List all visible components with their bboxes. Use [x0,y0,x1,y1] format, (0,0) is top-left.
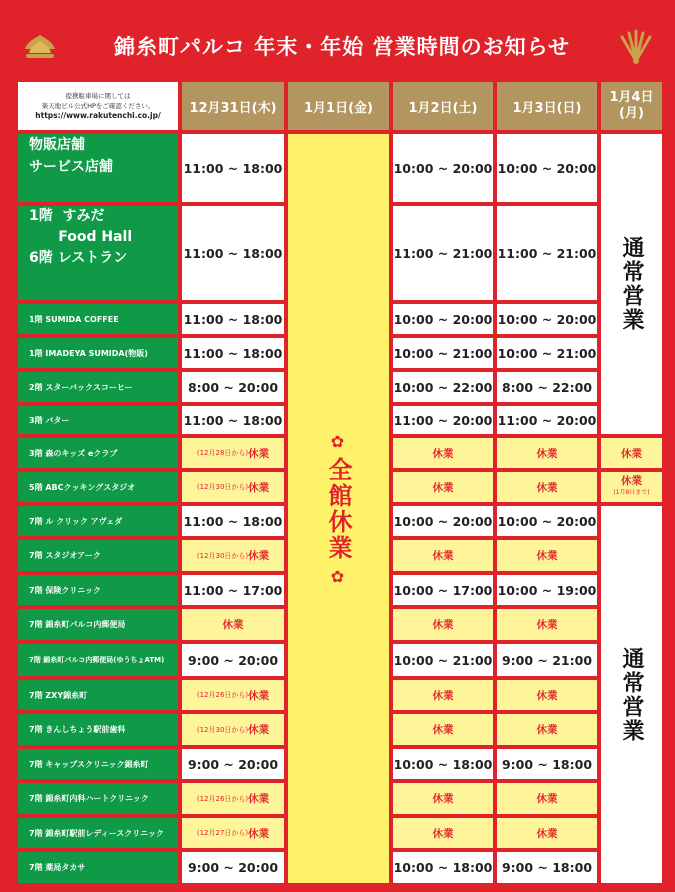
closed-cell: (12月30日から) 休業 [182,540,284,571]
closed-cell: 休業 [393,609,493,640]
hours-cell: 8:00 ~ 22:00 [497,372,597,402]
row-label: 7階 錦糸町内科ハートクリニック [18,783,178,814]
closed-cell: (12月30日から) 休業 [182,472,284,502]
hours-table [10,78,665,886]
jan1-closed-column [288,134,389,883]
row-label: 7階 きんしちょう駅前歯科 [18,714,178,745]
hours-cell: 9:00 ~ 20:00 [182,644,284,676]
day-header-jan3: 1月3日(日) [497,82,597,130]
closed-cell: (12月27日から) 休業 [182,818,284,848]
hours-cell: 11:00 ~ 18:00 [182,206,284,300]
closed-cell: 休業 [497,438,597,468]
closed-cell: 休業 [497,472,597,502]
closed-cell: 休業 [182,609,284,640]
closed-cell: 休業 [601,438,662,468]
row-label: 7階 錦糸町パルコ内郵便局 [18,609,178,640]
hours-cell: 11:00 ~ 18:00 [182,338,284,368]
closed-cell: 休業 [393,714,493,745]
closed-cell: (12月26日から) 休業 [182,680,284,710]
hours-cell: 11:00 ~ 20:00 [393,406,493,434]
note-line2: 楽天地ビル公式HPをご確認ください。 [41,102,155,110]
row-label: 1階 IMADEYA SUMIDA(物販) [18,338,178,368]
day-header-jan4-date: 1月4日 [609,90,654,105]
hours-cell: 8:00 ~ 20:00 [182,372,284,402]
hours-cell: 10:00 ~ 20:00 [393,304,493,334]
normal-hours-label: 通常営業 [619,236,644,332]
day-header-jan4-weekday: (月) [619,106,644,121]
hours-cell: 11:00 ~ 17:00 [182,575,284,605]
parking-note [18,82,178,130]
header-bar [10,16,665,78]
row-label: 7階 保険クリニック [18,575,178,605]
jan1-closed-label: 全館休業 [324,456,352,561]
flower-icon: ✿ [330,431,347,451]
note-line1: 提携駐車場に関しては [65,92,131,100]
closed-cell: (12月28日から) 休業 [182,438,284,468]
hours-cell: 10:00 ~ 20:00 [393,134,493,202]
row-label: 5階 ABCクッキングスタジオ [18,472,178,502]
hours-cell: 11:00 ~ 18:00 [182,506,284,536]
row-label: 7階 ル クリック アヴェダ [18,506,178,536]
closed-cell: 休業 [393,783,493,814]
closed-cell: 休業 [393,540,493,571]
hours-cell: 10:00 ~ 20:00 [497,506,597,536]
closed-cell: 休業 (1月8日まで) [601,472,662,502]
page-title: 錦糸町パルコ 年末・年始 営業時間のお知らせ [114,35,570,59]
hours-cell: 10:00 ~ 21:00 [393,644,493,676]
row-label: 3階 森のキッズ eクラブ [18,438,178,468]
closed-cell: 休業 [497,609,597,640]
row-label-food-hall: 1階 すみだ Food Hall 6階 レストラン [18,206,178,300]
hours-cell: 10:00 ~ 21:00 [393,338,493,368]
closed-cell: 休業 [497,818,597,848]
row-label: 2階 スターバックスコーヒー [18,372,178,402]
hours-cell: 11:00 ~ 18:00 [182,134,284,202]
bamboo-ornament-icon [616,27,656,67]
hours-cell: 10:00 ~ 22:00 [393,372,493,402]
row-label: 7階 ZXY錦糸町 [18,680,178,710]
note-url[interactable]: https://www.rakutenchi.co.jp/ [35,111,161,120]
hours-cell: 11:00 ~ 18:00 [182,406,284,434]
hours-cell: 9:00 ~ 18:00 [497,852,597,883]
closed-cell: 休業 [393,472,493,502]
closed-cell: 休業 [497,540,597,571]
day-header-jan4 [601,82,662,130]
hours-cell: 9:00 ~ 20:00 [182,852,284,883]
hours-cell: 10:00 ~ 19:00 [497,575,597,605]
closed-cell: 休業 [497,714,597,745]
hours-cell: 10:00 ~ 20:00 [497,304,597,334]
day-header-dec31: 12月31日(木) [182,82,284,130]
hours-cell: 11:00 ~ 21:00 [393,206,493,300]
day-header-jan2: 1月2日(土) [393,82,493,130]
closed-cell: 休業 [497,783,597,814]
hours-cell: 9:00 ~ 21:00 [497,644,597,676]
row-label: 1階 SUMIDA COFFEE [18,304,178,334]
pine-ornament-icon [20,27,60,67]
normal-hours-label: 通常営業 [619,646,644,743]
closed-cell: 休業 [393,680,493,710]
closed-cell: (12月30日から) 休業 [182,714,284,745]
hours-cell: 10:00 ~ 20:00 [393,506,493,536]
row-label: 7階 錦糸町パルコ内郵便局(ゆうちょATM) [18,644,178,676]
row-label: 7階 錦糸町駅前レディースクリニック [18,818,178,848]
closed-cell: 休業 [497,680,597,710]
row-label-retail: 物販店舗 サービス店舗 [18,134,178,202]
hours-cell: 10:00 ~ 18:00 [393,852,493,883]
flower-icon: ✿ [330,566,347,586]
hours-cell: 11:00 ~ 20:00 [497,406,597,434]
jan4-normal-hours-lower [601,506,662,883]
hours-cell: 10:00 ~ 17:00 [393,575,493,605]
jan4-normal-hours-upper [601,134,662,434]
row-label: 3階 バター [18,406,178,434]
hours-cell: 11:00 ~ 18:00 [182,304,284,334]
hours-cell: 9:00 ~ 18:00 [497,749,597,779]
row-label: 7階 薬局タカサ [18,852,178,883]
row-label: 7階 キャップスクリニック錦糸町 [18,749,178,779]
hours-cell: 11:00 ~ 21:00 [497,206,597,300]
hours-cell: 10:00 ~ 20:00 [497,134,597,202]
closed-cell: (12月26日から) 休業 [182,783,284,814]
hours-cell: 10:00 ~ 21:00 [497,338,597,368]
hours-cell: 9:00 ~ 20:00 [182,749,284,779]
day-header-jan1: 1月1日(金) [288,82,389,130]
closed-cell: 休業 [393,818,493,848]
row-label: 7階 スタジオアーク [18,540,178,571]
closed-cell: 休業 [393,438,493,468]
hours-cell: 10:00 ~ 18:00 [393,749,493,779]
